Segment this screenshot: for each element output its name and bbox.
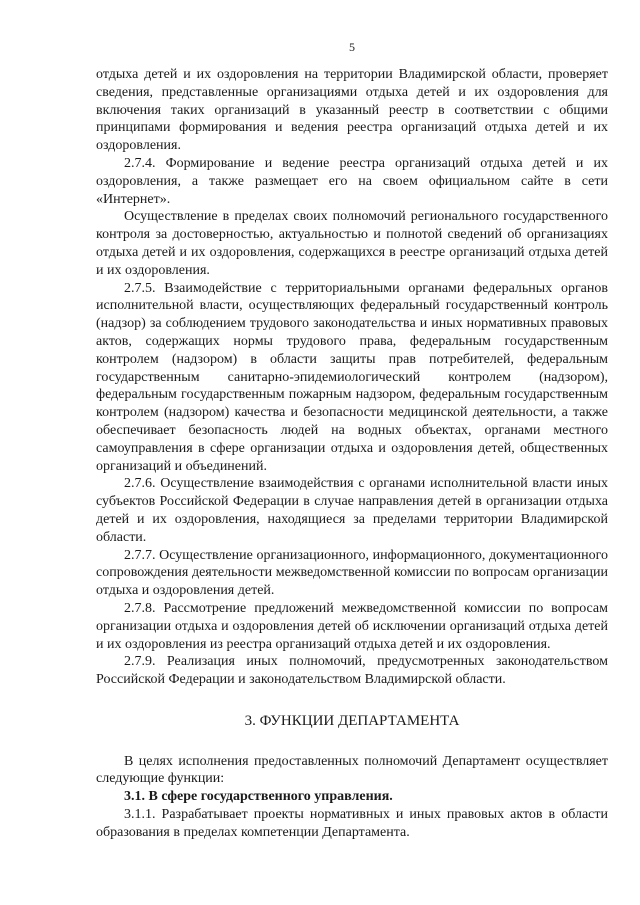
paragraph-2-7-9: 2.7.9. Реализация иных полномочий, предусмотренных законодательством Российской Федерации и законодательством Владимирской области. (96, 654, 608, 688)
subheading-3-1: 3.1. В сфере государственного управления. (124, 789, 393, 805)
paragraph-2-7-6: 2.7.6. Осуществление взаимодействия с органами исполнительной власти иных субъектов Российской Федерации в случае направления детей в организации отдыха детей и их оздоровления, находящиеся за пределами территории Владимирской области. (96, 476, 608, 545)
paragraph-2-7-7: 2.7.7. Осуществление организационного, информационного, документационного сопровождения деятельности межведомственной комиссии по вопросам организации отдыха и оздоровления детей. (96, 547, 608, 599)
paragraph-functions-intro: В целях исполнения предоставленных полномочий Департамент осуществляет следующие функции: (96, 753, 608, 787)
paragraph-3-1-1: 3.1.1. Разрабатывает проекты нормативных и иных правовых актов в области образования в пределах компетенции Департамента. (96, 807, 608, 840)
paragraph-2-7-5: 2.7.5. Взаимодействие с территориальными органами федеральных органов исполнительной власти, осуществляющих федеральный государственный контроль (надзор) за соблюдением трудового законодательства и иных нормативных правовых актов, содержащих нормы трудового права, федеральным государственным контролем (надзором) в области защиты прав потребителей, федеральным государственным санитарно-эпидемиологический контролем (надзором), федеральным государственным пожарным надзором, федеральным государственным контролем (надзором) качества и безопасности медицинской деятельности, а также обеспечивает безопасность людей на водных объектах, органами местного самоуправления в сфере организации отдыха и оздоровления детей, общественных организаций и объединений. (96, 280, 608, 474)
paragraph-regional-control: Осуществление в пределах своих полномочий регионального государственного контроля за достоверностью, актуальностью и полнотой сведений об организациях отдыха детей и их оздоровления, содержащихся в реестре организаций отдыха детей и их оздоровления. (96, 209, 608, 278)
paragraph-2-7-8: 2.7.8. Рассмотрение предложений межведомственной комиссии по вопросам организации отдыха и оздоровления детей об исключении организаций отдыха детей и их оздоровления из реестра организаций отдыха детей и их оздоровления. (96, 600, 608, 652)
section-heading: 3. ФУНКЦИИ ДЕПАРТАМЕНТА (244, 712, 460, 729)
page-number: 5 (349, 40, 355, 54)
paragraph-2-7-4: 2.7.4. Формирование и ведение реестра организаций отдыха детей и их оздоровления, а также размещает его на своем официальном сайте в сети «Интернет». (96, 155, 608, 207)
paragraph-continuation: отдыха детей и их оздоровления на территории Владимирской области, проверяет сведения, представленные организациями отдыха детей и их оздоровления для включения таких организаций в указанный реестр в соответствии с общими принципами формирования и ведения реестра организаций отдыха детей и их оздоровления. (96, 67, 608, 154)
